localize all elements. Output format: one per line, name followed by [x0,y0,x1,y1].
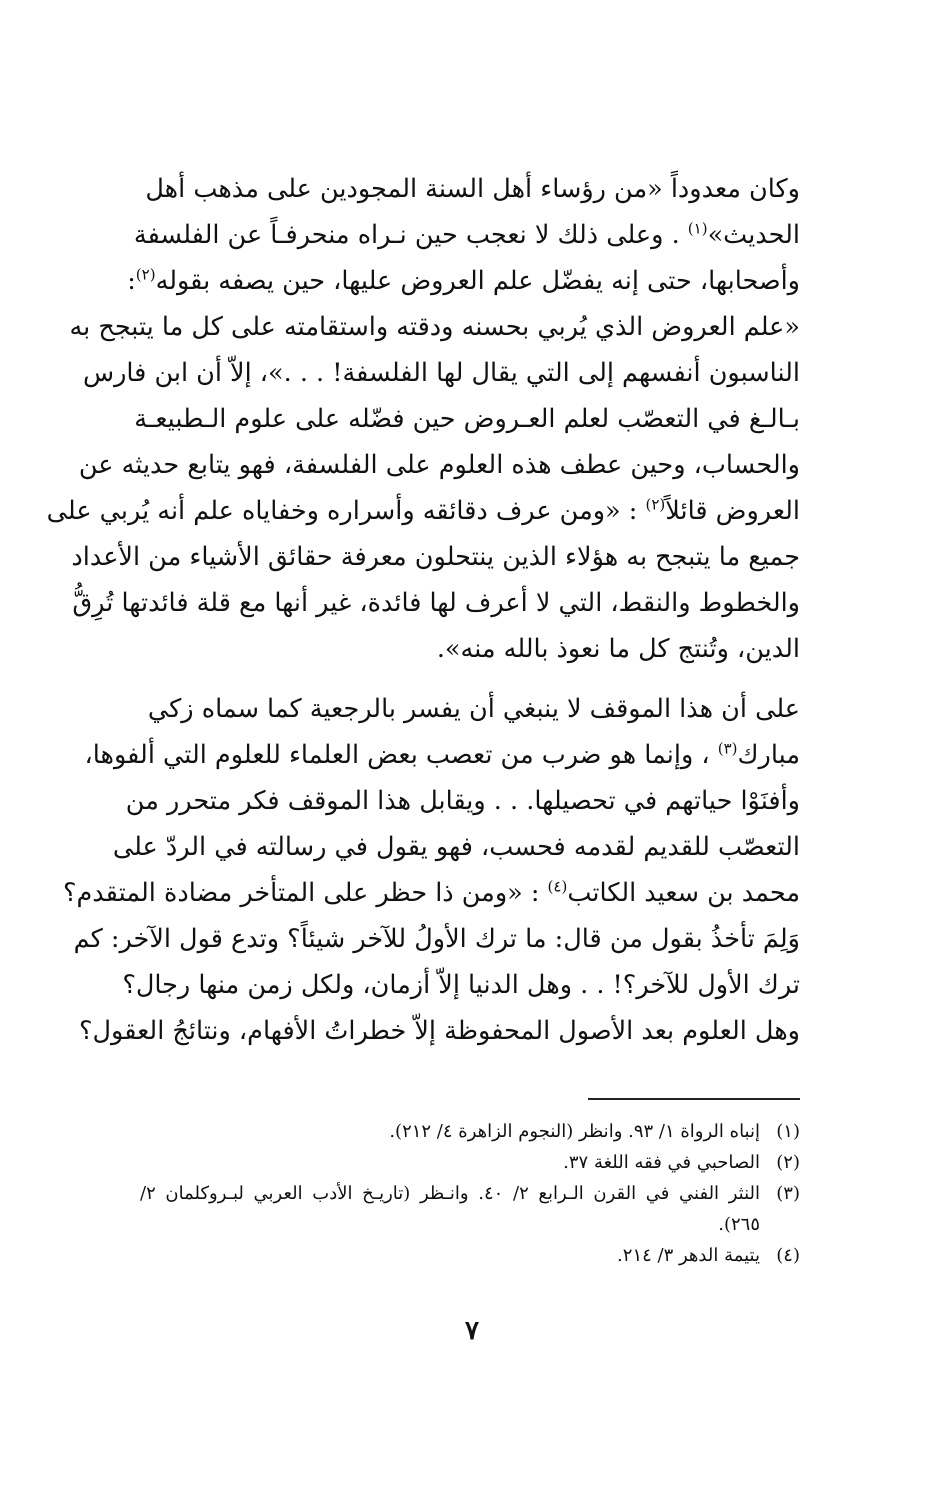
paragraph [62,686,800,1054]
footnote-ref[interactable]: (٤) [547,877,568,896]
footnote-ref[interactable]: (١) [687,219,708,238]
footnote-item [140,1240,800,1271]
text-line: ترك الأول للآخر؟! . . وهل الدنيا إلاّ أزمان، ولكل زمن منها رجال؟ [122,970,800,1000]
footnote-item [140,1116,800,1147]
footnote-ref[interactable]: (٢) [645,495,666,514]
footnote-text: إنباه الرواة ١/ ٩٣. وانظر (النجوم الزاهرة ٤/ ٢١٢). [389,1121,760,1142]
text-line: وهل العلوم بعد الأصول المحفوظة إلاّ خطراتُ الأفهام، ونتائجُ العقول؟ [79,1016,800,1046]
text-line: الدين، وتُنتج كل ما نعوذ بالله منه». [436,634,800,664]
page-number: ٧ [465,1316,479,1346]
text-line: على أن هذا الموقف لا ينبغي أن يفسر بالرجعية كما سماه زكي [147,694,800,724]
main-text [46,166,800,1054]
text-line: وأصحابها، حتى إنه يفضّل علم العروض عليها، حين يصفه بقوله$^{(٢)}$: [127,265,800,296]
text-line: بـالـغ في التعصّب لعلم العـروض حين فضّله على علوم الـطبيعـة [134,404,800,434]
text-line: الحديث»$^{(١)}$ . وعلى ذلك لا نعجب حين نـراه منحرفـاً عن الفلسفة [133,219,800,250]
text-line: «علم العروض الذي يُربي بحسنه ودقته واستقامته على كل ما يتبجح به [69,312,800,342]
text-line: التعصّب للقديم لقدمه فحسب، فهو يقول في رسالته في الردّ على [112,832,800,862]
text-line: والحساب، وحين عطف هذه العلوم على الفلسفة، فهو يتابع حديثه عن [78,450,800,480]
footnote-divider [588,1098,800,1100]
text-line: مبارك$^{(٣)}$ ، وإنما هو ضرب من تعصب بعض العلماء للعلوم التي ألفوها، [84,739,800,770]
paragraph [46,166,800,672]
text-line: وكان معدوداً «من رؤساء أهل السنة المجودين على مذهب أهل [145,174,800,204]
footnotes [140,1116,800,1271]
footnote-number: (١) [776,1121,800,1142]
footnote-ref[interactable]: (٣) [717,739,738,758]
paragraph-gap [160,672,800,686]
text-line: العروض قائلاً$^{(٢)}$ : «ومن عرف دقائقه وأسراره وخفاياه علم أنه يُربي على [46,495,800,526]
footnote-text: النثر الفني في القرن الـرابع ٢/ ٤٠. وانـظر (تاريـخ الأدب العربي لبـروكلمان ٢/ ٢٦٥). [140,1183,760,1235]
footnote-number: (٤) [776,1245,800,1266]
footnote-item [140,1178,800,1240]
footnote-number: (٢) [776,1152,800,1173]
footnote-number: (٣) [776,1183,800,1204]
text-line: محمد بن سعيد الكاتب$^{(٤)}$ : «ومن ذا حظر على المتأخر مضادة المتقدم؟ [62,877,800,908]
footnote-ref[interactable]: (٢) [135,265,156,284]
text-line: والخطوط والنقط، التي لا أعرف لها فائدة، غير أنها مع قلة فائدتها تُرِقُّ [72,588,800,618]
text-line: جميع ما يتبجح به هؤلاء الذين ينتحلون معرفة حقائق الأشياء من الأعداد [71,542,800,572]
footnote-text: الصاحبي في فقه اللغة ٣٧. [563,1152,760,1173]
footnote-item [140,1147,800,1178]
text-line: وَلِمَ تأخذُ بقول من قال: ما ترك الأولُ للآخر شيئاً؟ وتدع قول الآخر: كم [73,924,800,954]
text-line: الناسبون أنفسهم إلى التي يقال لها الفلسفة! . . .»، إلاّ أن ابن فارس [82,358,800,388]
text-line: وأفنَوْا حياتهم في تحصيلها. . . ويقابل هذا الموقف فكر متحرر من [125,786,800,816]
footnote-text: يتيمة الدهر ٣/ ٢١٤. [617,1245,760,1266]
